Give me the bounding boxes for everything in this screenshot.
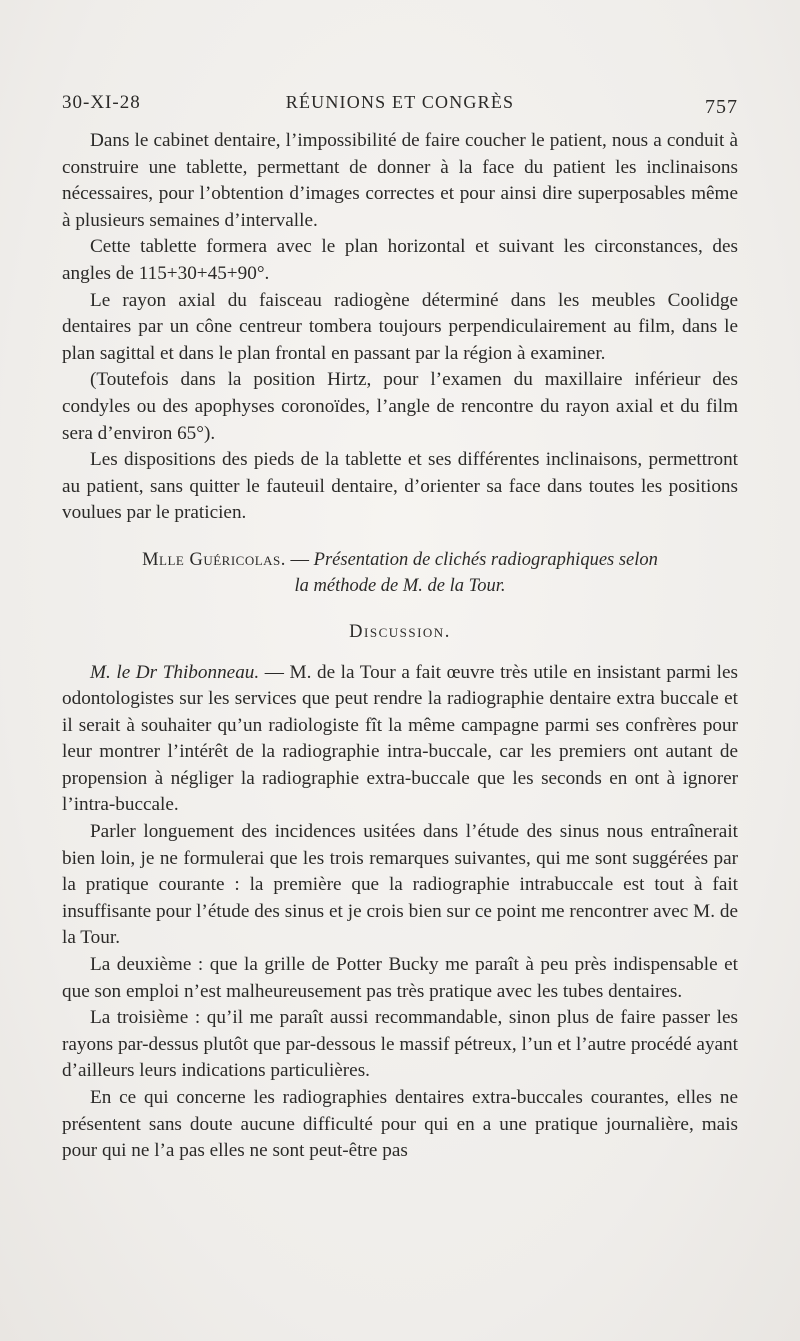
speaker-name: M. le Dr Thibonneau. xyxy=(90,661,260,683)
entry-title-line2: la méthode de M. de la Tour. xyxy=(294,575,506,596)
paragraph: Les dispositions des pieds de la tablette et ses différentes inclinaisons, permettront au patient, sans quitter le fauteuil dentaire, d’orienter sa face dans toutes les positions voulues par le praticien. xyxy=(62,449,738,524)
entry-author: Mlle Guéricolas. xyxy=(142,549,286,570)
paragraph: Dans le cabinet dentaire, l’impossibilité de faire coucher le patient, nous a conduit à construire une tablette, permettant de donner à la face du patient les inclinaisons nécessaires, pour l’obtention d’images correctes et pour ainsi dire superposables même à plusieurs semaines d’intervalle. xyxy=(62,130,738,231)
paragraph: Cette tablette formera avec le plan horizontal et suivant les circonstances, des angles de 115+30+45+90°. xyxy=(62,236,738,284)
running-title: RÉUNIONS ET CONGRÈS xyxy=(285,92,515,112)
page-header xyxy=(62,92,738,122)
page-number: 757 xyxy=(705,96,738,118)
paragraph: Le rayon axial du faisceau radiogène déterminé dans les meubles Coolidge dentaires par un cône centreur tombera toujours perpendiculairement au film, dans le plan sagittal et dans le plan frontal en passant par la région à examiner. xyxy=(62,289,738,364)
header-date: 30-XI-28 xyxy=(62,92,141,113)
entry-dash: — xyxy=(285,549,314,570)
paragraph: La deuxième : que la grille de Potter Bucky me paraît à peu près indispensable et que son emploi n’est malheureusement pas très pratique avec les tubes dentaires. xyxy=(62,954,738,1002)
discussion-text: — M. de la Tour a fait œuvre très utile en insistant parmi les odontologistes sur les services que peut rendre la radiographie dentaire extra buccale et il serait à souhaiter qu’un radiologiste fît la même campagne parmi ses confrères pour leur montrer l’intérêt de la radiographie intra-buccale, car les premiers ont autant de propension à négliger la radiographie extra-buccale que les seconds en ont à ignorer l’intra-buccale. xyxy=(62,661,738,816)
presentation-entry xyxy=(62,547,738,599)
section-heading: Discussion. xyxy=(349,621,451,642)
paragraph: En ce qui concerne les radiographies dentaires extra-buccales courantes, elles ne présentent sans doute aucune difficulté pour qui en a une pratique journalière, mais pour qui ne l’a pas elles ne sont peut-être pas xyxy=(62,1087,738,1162)
discussion-paragraph xyxy=(62,660,738,820)
page-body xyxy=(62,128,738,1165)
entry-title-line1: Présentation de clichés radiographiques selon xyxy=(313,549,658,570)
paragraph: (Toutefois dans la position Hirtz, pour l’examen du maxillaire inférieur des condyles ou des apophyses coronoïdes, l’angle de rencontre du rayon axial et du film sera d’environ 65°). xyxy=(62,369,738,444)
paragraph: La troisième : qu’il me paraît aussi recommandable, sinon plus de faire passer les rayons par-dessus plutôt que par-dessous le massif pétreux, l’un et l’autre procédé ayant d’ailleurs leurs indications particulières. xyxy=(62,1007,738,1082)
paragraph: Parler longuement des incidences usitées dans l’étude des sinus nous entraînerait bien loin, je ne formulerai que les trois remarques suivantes, qui me sont suggérées par la pratique courante : la première que la radiographie intrabuccale est tout à fait insuffisante pour l’étude des sinus et je crois bien sur ce point me rencontrer avec M. de la Tour. xyxy=(62,821,738,949)
